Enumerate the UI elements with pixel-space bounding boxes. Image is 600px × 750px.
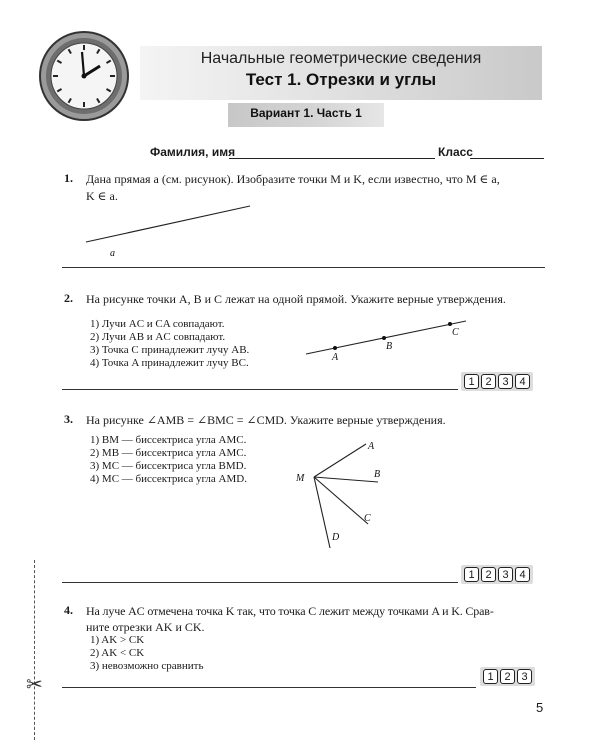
task-2-answer-boxes [461,372,533,391]
line-a [86,206,250,242]
ray-mc [314,477,368,524]
ray-c-label: C [364,513,371,524]
task-2-answer-box-3[interactable]: 3 [498,374,513,389]
ray-ma [314,444,366,477]
task-3-option-3: 3) MC — биссектриса угла BMD. [90,460,247,472]
task-3-number: 3. [64,412,73,426]
task-3-option-1: 1) BM — биссектриса угла AMC. [90,434,247,446]
task-1-text-line1: Дана прямая a (см. рисунок). Изобразите точки M и K, если известно, что M ∈ a, [86,172,500,186]
task-3-figure [290,432,400,552]
task-4-option-3: 3) невозможно сравнить [90,660,204,672]
class-label: Класс [438,145,473,159]
task-3-answer-box-4[interactable]: 4 [515,567,530,582]
point-a [333,346,337,350]
scissors-icon: ✂ [26,672,43,696]
task-4-text-line2: ните отрезки AK и CK. [86,620,205,634]
chapter-title: Начальные геометрические сведения [200,50,482,67]
task-4-answer-line[interactable] [62,687,476,688]
task-2-answer-box-1[interactable]: 1 [464,374,479,389]
point-c-label: C [452,327,459,338]
ray-b-label: B [374,469,381,480]
page-number: 5 [536,700,544,715]
task-3-option-2: 2) MB — биссектриса угла AMC. [90,447,247,459]
task-3-answer-box-2[interactable]: 2 [481,567,496,582]
ray-a-label: A [368,441,375,452]
point-a-label: A [332,352,339,363]
task-1-number: 1. [64,171,73,185]
task-3-text: На рисунке ∠AMB = ∠BMC = ∠CMD. Укажите верные утверждения. [86,413,446,427]
task-1-figure [80,200,260,262]
test-title: Тест 1. Отрезки и углы [245,70,437,89]
task-3-answer-line[interactable] [62,582,458,583]
point-c [448,322,452,326]
task-4-option-2: 2) AK < CK [90,647,145,659]
task-2-answer-box-4[interactable]: 4 [515,374,530,389]
task-3-answer-box-1[interactable]: 1 [464,567,479,582]
name-field[interactable] [229,158,435,159]
task-2-option-4: 4) Точка A принадлежит лучу BC. [90,357,249,369]
task-3-option-4: 4) MC — биссектриса угла AMD. [90,473,247,485]
variant-title: Вариант 1. Часть 1 [250,106,362,120]
point-b [382,336,386,340]
ray-md [314,477,330,548]
task-4-answer-boxes [480,667,535,686]
vertex-m-label: M [296,473,305,484]
cut-line [34,560,35,740]
point-b-label: B [386,341,393,352]
task-2-option-2: 2) Лучи AB и AC совпадают. [90,331,226,343]
task-2-number: 2. [64,291,73,305]
task-2-answer-line[interactable] [62,389,458,390]
line-a-label: a [110,248,115,259]
ray-mb [314,477,378,482]
task-1-answer-line[interactable] [62,267,545,268]
task-4-text-line1: На луче AC отмечена точка K так, что точка C лежит между точками A и K. Срав- [86,604,494,618]
clock-icon [38,30,130,122]
task-4-number: 4. [64,603,73,617]
task-2-option-3: 3) Точка C принадлежит лучу AB. [90,344,250,356]
task-4-answer-box-2[interactable]: 2 [500,669,515,684]
task-4-answer-box-3[interactable]: 3 [517,669,532,684]
ray-d-label: D [332,532,340,543]
task-2-option-1: 1) Лучи AC и CA совпадают. [90,318,225,330]
class-field[interactable] [470,158,544,159]
task-2-answer-box-2[interactable]: 2 [481,374,496,389]
name-label: Фамилия, имя [150,145,236,159]
task-2-figure [300,312,475,364]
task-4-answer-box-1[interactable]: 1 [483,669,498,684]
task-3-answer-box-3[interactable]: 3 [498,567,513,582]
task-3-answer-boxes [461,565,533,584]
task-2-text: На рисунке точки A, B и C лежат на одной прямой. Укажите верные утверждения. [86,292,506,306]
task-4-option-1: 1) AK > CK [90,634,145,646]
task-1-text-line2: K ∈ a. [86,189,118,203]
